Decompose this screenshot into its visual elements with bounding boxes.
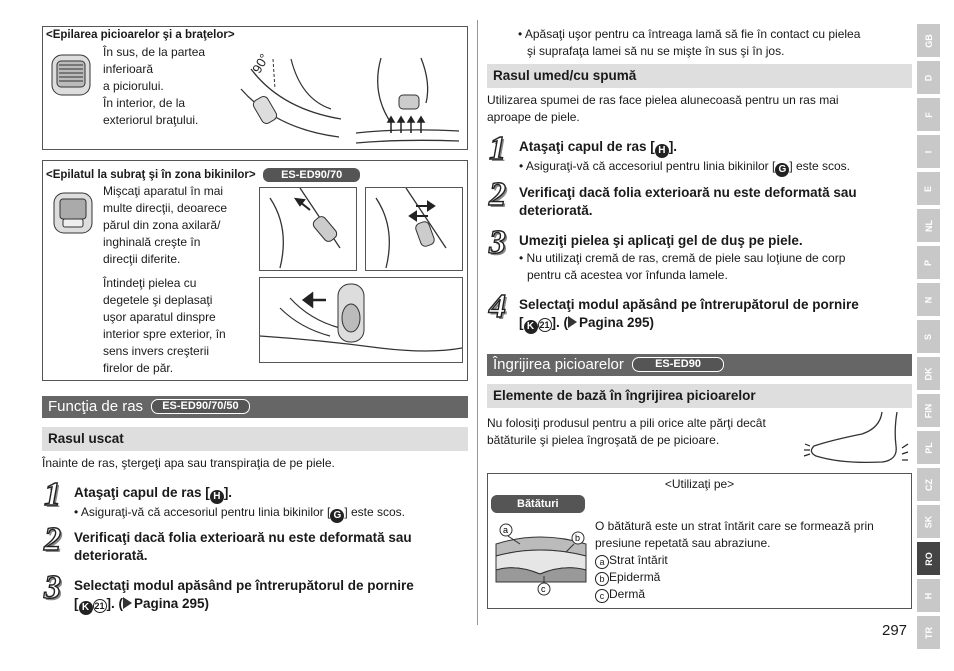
step-note: • Nu utilizaţi cremă de ras, cremă de piele sau loţiune de corp pentru că acestea vor înfunda lamele.	[519, 251, 846, 282]
ref-number: 21	[94, 601, 105, 611]
legend-item: a Strat întărit	[595, 552, 874, 569]
step-instruction: Selectaţi modul apăsând pe întrerupătorul de pornire [ K 21 ]. ( Pagina 295)	[519, 297, 859, 332]
lang-tab-nl[interactable]: NL	[917, 209, 940, 242]
use-on-box	[487, 473, 912, 609]
leg-arm-epilation-box	[42, 26, 468, 150]
step-instruction: Verificaţi dacă folia exterioară nu este deformată sau deteriorată.	[519, 185, 857, 218]
step-number: 3	[489, 224, 506, 261]
step-note: • Asiguraţi-vă că accesoriul pentru linia bikinilor [ G ] este scos.	[74, 505, 406, 521]
label-a: a	[503, 525, 509, 535]
lang-tab-ro[interactable]: RO	[917, 542, 940, 575]
lang-tab-n[interactable]: N	[917, 283, 940, 316]
lang-tab-f[interactable]: F	[917, 98, 940, 131]
top-bullet-note: • Apăsaţi uşor pentru ca întreaga lamă să fie în contact cu pielea şi suprafaţa lamei să nu se mişte în sus şi în jos.	[518, 27, 861, 58]
lang-tab-pl[interactable]: PL	[917, 431, 940, 464]
lang-tab-sk[interactable]: SK	[917, 505, 940, 538]
subsection-foot-care-basics: Elemente de bază în îngrijirea picioarelor	[487, 384, 912, 408]
text-line: În sus, de la partea	[103, 45, 206, 59]
text-line: În interior, de la	[103, 96, 186, 110]
skin-layers-diagram	[494, 522, 588, 598]
legend-mark: a	[595, 555, 609, 569]
lang-tab-e[interactable]: E	[917, 172, 940, 205]
box-title-row	[46, 165, 360, 183]
page-reference-link[interactable]: Pagina 295	[579, 315, 650, 330]
text-line: uşor aparatul dinspre	[103, 310, 216, 324]
calluses-description: O bătătură este un strat întărit care se formează prin presiune repetată sau abraziune. a Strat întărit b Epidermă c Dermă	[595, 519, 874, 601]
legend-mark: b	[595, 572, 609, 586]
lang-tab-i[interactable]: I	[917, 135, 940, 168]
box-paragraph-1	[103, 183, 227, 268]
text-line: părul din zona axilară/	[103, 218, 221, 232]
step-number: 2	[489, 176, 506, 213]
text-line: exteriorul braţului.	[103, 113, 199, 127]
foot-illustration	[802, 410, 912, 466]
section-header-foot-care	[487, 354, 912, 376]
angle-label: 90°	[249, 51, 272, 76]
epilator-head-icon	[51, 187, 97, 237]
text-line: degetele şi deplasaţi	[103, 293, 213, 307]
page-ref-arrow-icon	[123, 597, 132, 609]
legend-item: b Epidermă	[595, 569, 874, 586]
epilator-head-icon	[49, 47, 95, 99]
dry-shaving-intro: Înainte de ras, ştergeţi apa sau transpiraţia de pe piele.	[42, 456, 335, 470]
arm-epilation-illustration	[351, 53, 463, 145]
step-number: 3	[44, 569, 61, 606]
wet-shaving-intro: Utilizarea spumei de ras face pielea alunecoasă pentru un ras mai aproape de piele.	[487, 93, 839, 124]
column-divider	[477, 20, 478, 625]
key-h-icon: H	[655, 144, 669, 158]
lang-tab-dk[interactable]: DK	[917, 357, 940, 390]
lang-tab-d[interactable]: D	[917, 61, 940, 94]
page-number: 297	[882, 622, 908, 639]
calluses-badge: Bătături	[491, 495, 585, 513]
key-g-icon: G	[330, 509, 344, 523]
model-badge: ES-ED90/70	[263, 168, 360, 182]
model-badge: ES-ED90	[632, 357, 724, 372]
page-reference-link[interactable]: Pagina 295	[134, 596, 205, 611]
step-instruction: Selectaţi modul apăsând pe întrerupătorul de pornire [ K 21 ]. ( Pagina 295)	[74, 578, 414, 613]
box-paragraph-2	[103, 275, 226, 377]
key-k-icon: K	[79, 601, 93, 615]
legend-item: c Dermă	[595, 586, 874, 603]
page-ref-arrow-icon	[568, 316, 577, 328]
step-instruction: Umeziţi pielea şi aplicaţi gel de duş pe piele.	[519, 233, 803, 248]
key-k-icon: K	[524, 320, 538, 334]
lang-tab-tr[interactable]: TR	[917, 616, 940, 649]
calluses-badge-wrap	[491, 494, 585, 513]
text-line: a piciorului.	[103, 79, 164, 93]
text-line: inferioară	[103, 62, 154, 76]
text-line: direcţii diferite.	[103, 252, 181, 266]
label-b: b	[575, 533, 581, 543]
step-instruction: Ataşaţi capul de ras [ H ].	[519, 139, 678, 156]
use-on-header: <Utilizaţi pe>	[664, 477, 735, 491]
underarm-illustration-1	[259, 187, 357, 271]
step-number: 4	[489, 288, 506, 325]
label-c: c	[541, 584, 546, 594]
leg-epilation-illustration	[231, 49, 343, 147]
text-line: interior spre exterior, în	[103, 327, 226, 341]
lang-tab-cz[interactable]: CZ	[917, 468, 940, 501]
text-line: Întindeţi pielea cu	[103, 276, 197, 290]
foot-care-intro: Nu folosiţi produsul pentru a pili orice alte părţi decât bătăturile şi pielea îngroşată de pe picioare.	[487, 416, 766, 447]
ref-number: 21	[539, 320, 550, 330]
step-number: 1	[489, 130, 506, 167]
lang-tab-fin[interactable]: FIN	[917, 394, 940, 427]
key-g-icon: G	[775, 163, 789, 177]
text-line: Mişcaţi aparatul în mai	[103, 184, 224, 198]
text-line: sens invers creşterii	[103, 344, 210, 358]
section-header-shaving	[42, 396, 468, 418]
text-line: firelor de păr.	[103, 361, 174, 375]
bikini-line-illustration	[259, 277, 463, 363]
box-title: <Epilarea picioarelor şi a braţelor>	[46, 29, 235, 41]
lang-tab-gb[interactable]: GB	[917, 24, 940, 57]
box-title: <Epilatul la subraţ şi în zona bikinilor>	[46, 169, 256, 181]
key-h-icon: H	[210, 490, 224, 504]
underarm-bikini-epilation-box	[42, 160, 468, 381]
box-instructions	[103, 44, 205, 129]
step-number: 1	[44, 476, 61, 513]
step-instruction: Verificaţi dacă folia exterioară nu este deformată sau deteriorată.	[74, 530, 412, 563]
text-line: inghinală creşte în	[103, 235, 201, 249]
step-instruction: Ataşaţi capul de ras [ H ].	[74, 485, 233, 502]
text-line: multe direcţii, deoarece	[103, 201, 228, 215]
step-note: • Asiguraţi-vă că accesoriul pentru linia bikinilor [ G ] este scos.	[519, 159, 851, 175]
model-badge: ES-ED90/70/50	[151, 399, 249, 414]
lang-tab-p[interactable]: P	[917, 246, 940, 279]
section-title: Funcţia de ras	[48, 398, 144, 415]
legend-mark: c	[595, 589, 609, 603]
lang-tab-s[interactable]: S	[917, 320, 940, 353]
step-number: 2	[44, 521, 61, 558]
lang-tab-h[interactable]: H	[917, 579, 940, 612]
section-title: Îngrijirea picioarelor	[493, 356, 624, 373]
subsection-dry-shaving: Rasul uscat	[42, 427, 468, 451]
underarm-illustration-2	[365, 187, 463, 271]
subsection-wet-shaving: Rasul umed/cu spumă	[487, 64, 912, 88]
